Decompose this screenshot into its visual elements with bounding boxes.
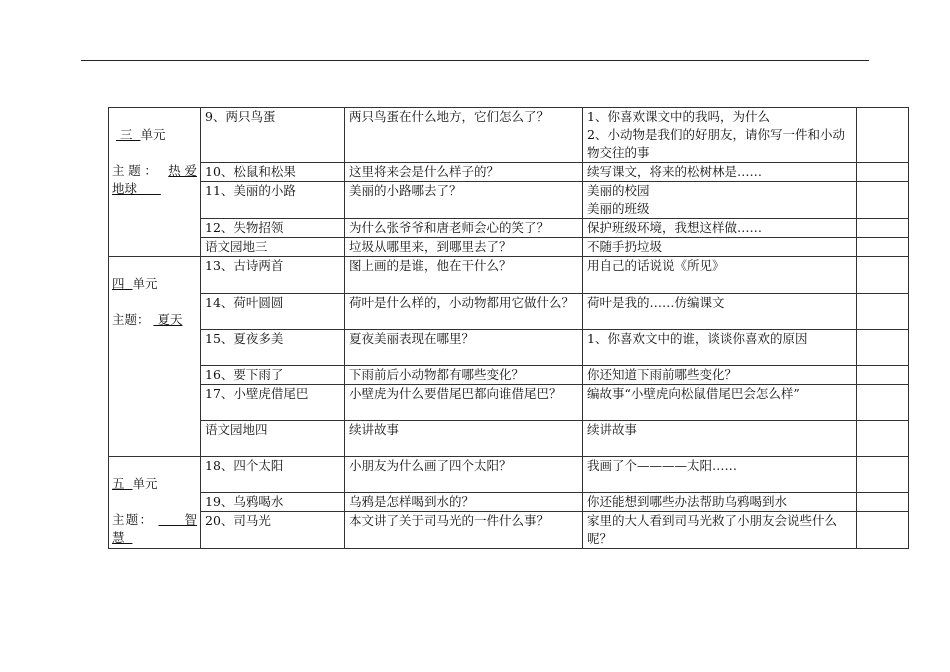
- question-cell: 本文讲了关于司马光的一件什么事？: [345, 512, 583, 549]
- activity-cell: 续讲故事: [583, 421, 857, 457]
- lesson-cell: 13、古诗两首: [201, 257, 345, 294]
- lesson-cell: 17、小壁虎借尾巴: [201, 385, 345, 421]
- blank-cell: [857, 257, 909, 294]
- blank-cell: [857, 330, 909, 366]
- unit-title: 五 单元: [112, 476, 158, 491]
- question-cell: 美丽的小路哪去了？: [345, 182, 583, 219]
- activity-cell: 编故事“小壁虎向松鼠借尾巴会怎么样”: [583, 385, 857, 421]
- activity-cell: 你还知道下雨前哪些变化？: [583, 366, 857, 385]
- table-row: [109, 163, 909, 182]
- unit-title: 三 单元: [119, 127, 166, 142]
- header-rule: [81, 60, 869, 61]
- blank-cell: [857, 421, 909, 457]
- activity-cell: 荷叶是我的……仿编课文: [583, 294, 857, 330]
- table-row: [109, 330, 909, 366]
- lesson-cell: 语文园地四: [201, 421, 345, 457]
- blank-cell: [857, 182, 909, 219]
- activity-cell: 保护班级环境，我想这样做……: [583, 219, 857, 238]
- unit-theme-cont: 地球: [112, 181, 138, 196]
- question-cell: 续讲故事: [345, 421, 583, 457]
- activity-cell: 用自己的话说说《所见》: [583, 257, 857, 294]
- question-cell: 为什么张爷爷和唐老师会心的笑了？: [345, 219, 583, 238]
- question-cell: 两只鸟蛋在什么地方，它们怎么了？: [345, 108, 583, 163]
- blank-cell: [857, 512, 909, 549]
- table-row: [109, 385, 909, 421]
- question-cell: 图上画的是谁，他在干什么？: [345, 257, 583, 294]
- question-cell: 夏夜美丽表现在哪里？: [345, 330, 583, 366]
- activity-line: 2、小动物是我们的好朋友，请你写一件和小动物交往的事: [587, 127, 845, 160]
- unit-cell: [109, 457, 201, 549]
- lesson-cell: 12、失物招领: [201, 219, 345, 238]
- table-row: [109, 493, 909, 512]
- table-row: [109, 257, 909, 294]
- table-row: [109, 512, 909, 549]
- lesson-cell: 语文园地三: [201, 238, 345, 257]
- lesson-cell: 14、荷叶圆圆: [201, 294, 345, 330]
- blank-cell: [857, 163, 909, 182]
- blank-cell: [857, 108, 909, 163]
- activity-cell: 家里的大人看到司马光救了小朋友会说些什么呢？: [583, 512, 857, 549]
- activity-cell: 不随手扔垃圾: [583, 238, 857, 257]
- unit-theme: 主题： 智: [112, 512, 197, 527]
- lesson-cell: 19、乌鸦喝水: [201, 493, 345, 512]
- blank-cell: [857, 238, 909, 257]
- unit-theme: 主题： 夏天: [112, 312, 183, 327]
- activity-cell: 1、你喜欢文中的谁，谈谈你喜欢的原因: [583, 330, 857, 366]
- lesson-cell: 11、美丽的小路: [201, 182, 345, 219]
- blank-cell: [857, 457, 909, 493]
- activity-cell: [583, 108, 857, 163]
- unit-cell: [109, 257, 201, 457]
- table-row: [109, 457, 909, 493]
- lesson-cell: 18、四个太阳: [201, 457, 345, 493]
- blank-cell: [857, 294, 909, 330]
- blank-cell: [857, 493, 909, 512]
- activity-cell: 我画了个————太阳……: [583, 457, 857, 493]
- question-cell: 小壁虎为什么要借尾巴都向谁借尾巴？: [345, 385, 583, 421]
- lesson-cell: 9、两只鸟蛋: [201, 108, 345, 163]
- table-row: [109, 182, 909, 219]
- blank-cell: [857, 366, 909, 385]
- question-cell: 垃圾从哪里来，到哪里去了？: [345, 238, 583, 257]
- table-row: [109, 421, 909, 457]
- blank-cell: [857, 219, 909, 238]
- lesson-cell: 16、要下雨了: [201, 366, 345, 385]
- activity-cell: 你还能想到哪些办法帮助乌鸦喝到水: [583, 493, 857, 512]
- activity-cell: 续写课文，将来的松树林是……: [583, 163, 857, 182]
- table-row: [109, 108, 909, 163]
- activity-cell: 美丽的校园 美丽的班级: [583, 182, 857, 219]
- question-cell: 荷叶是什么样的，小动物都用它做什么？: [345, 294, 583, 330]
- activity-line: 1、你喜欢课文中的我吗，为什么: [587, 109, 770, 124]
- question-cell: 小朋友为什么画了四个太阳？: [345, 457, 583, 493]
- lesson-cell: 15、夏夜多美: [201, 330, 345, 366]
- blank-cell: [857, 385, 909, 421]
- table-row: [109, 366, 909, 385]
- unit-theme: 主题： 热爱: [112, 163, 197, 178]
- unit-cell: [109, 108, 201, 257]
- unit-title: 四 单元: [112, 276, 158, 291]
- lesson-cell: 20、司马光: [201, 512, 345, 549]
- table-row: [109, 238, 909, 257]
- question-cell: 乌鸦是怎样喝到水的？: [345, 493, 583, 512]
- unit-theme-cont: 慧: [112, 530, 125, 545]
- lesson-cell: 10、松鼠和松果: [201, 163, 345, 182]
- question-cell: 下雨前后小动物都有哪些变化？: [345, 366, 583, 385]
- table-row: [109, 219, 909, 238]
- question-cell: 这里将来会是什么样子的？: [345, 163, 583, 182]
- lesson-plan-table: [108, 107, 909, 549]
- table-row: [109, 294, 909, 330]
